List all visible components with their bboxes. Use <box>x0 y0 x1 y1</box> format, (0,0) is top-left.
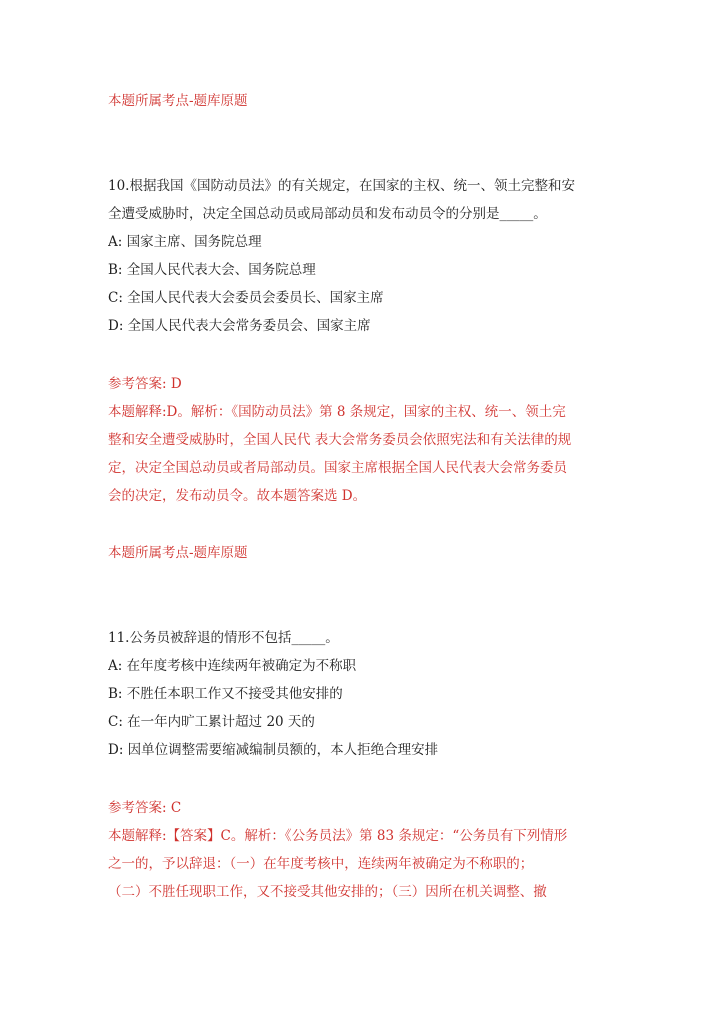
q10-answer: 参考答案: D <box>108 376 182 392</box>
q11-option-a: A: 在年度考核中连续两年被确定为不称职 <box>108 658 357 674</box>
q10-option-c: C: 全国人民代表大会委员会委员长、国家主席 <box>108 290 384 306</box>
q11-explanation-line-3: （二）不胜任现职工作，又不接受其他安排的；（三）因所在机关调整、撤 <box>108 884 547 900</box>
source-label: 本题所属考点-题库原题 <box>108 93 248 109</box>
q10-explanation-line-4: 会的决定，发布动员令。故本题答案选 D。 <box>108 488 367 504</box>
q11-option-c: C: 在一年内旷工累计超过 20 天的 <box>108 714 315 730</box>
q10-stem-line-2: 全遭受威胁时，决定全国总动员或局部动员和发布动员令的分别是_____。 <box>108 206 547 222</box>
q11-option-b: B: 不胜任本职工作又不接受其他安排的 <box>108 686 343 702</box>
q10-explanation-line-3: 定，决定全国总动员或者局部动员。国家主席根据全国人民代表大会常务委员 <box>108 460 567 476</box>
q11-stem: 11.公务员被辞退的情形不包括_____。 <box>108 630 339 646</box>
q10-explanation-line-1: 本题解释:D。解析：《国防动员法》第 8 条规定，国家的主权、统一、领土完 <box>108 404 566 420</box>
q11-answer: 参考答案: C <box>108 800 182 816</box>
q10-explanation-line-2: 整和安全遭受威胁时，全国人民代 表大会常务委员会依照宪法和有关法律的规 <box>108 432 572 448</box>
q11-explanation-line-1: 本题解释:【答案】C。解析：《公务员法》第 83 条规定：“公务员有下列情形 <box>108 828 568 844</box>
q10-stem-line-1: 10.根据我国《国防动员法》的有关规定，在国家的主权、统一、领土完整和安 <box>108 178 575 194</box>
q11-option-d: D: 因单位调整需要缩减编制员额的，本人拒绝合理安排 <box>108 742 439 758</box>
q11-explanation-line-2: 之一的，予以辞退：（一）在年度考核中，连续两年被确定为不称职的； <box>108 856 534 872</box>
q10-option-b: B: 全国人民代表大会、国务院总理 <box>108 262 316 278</box>
q10-option-d: D: 全国人民代表大会常务委员会、国家主席 <box>108 318 371 334</box>
q10-option-a: A: 国家主席、国务院总理 <box>108 234 262 250</box>
q10-source-label: 本题所属考点-题库原题 <box>108 545 248 561</box>
